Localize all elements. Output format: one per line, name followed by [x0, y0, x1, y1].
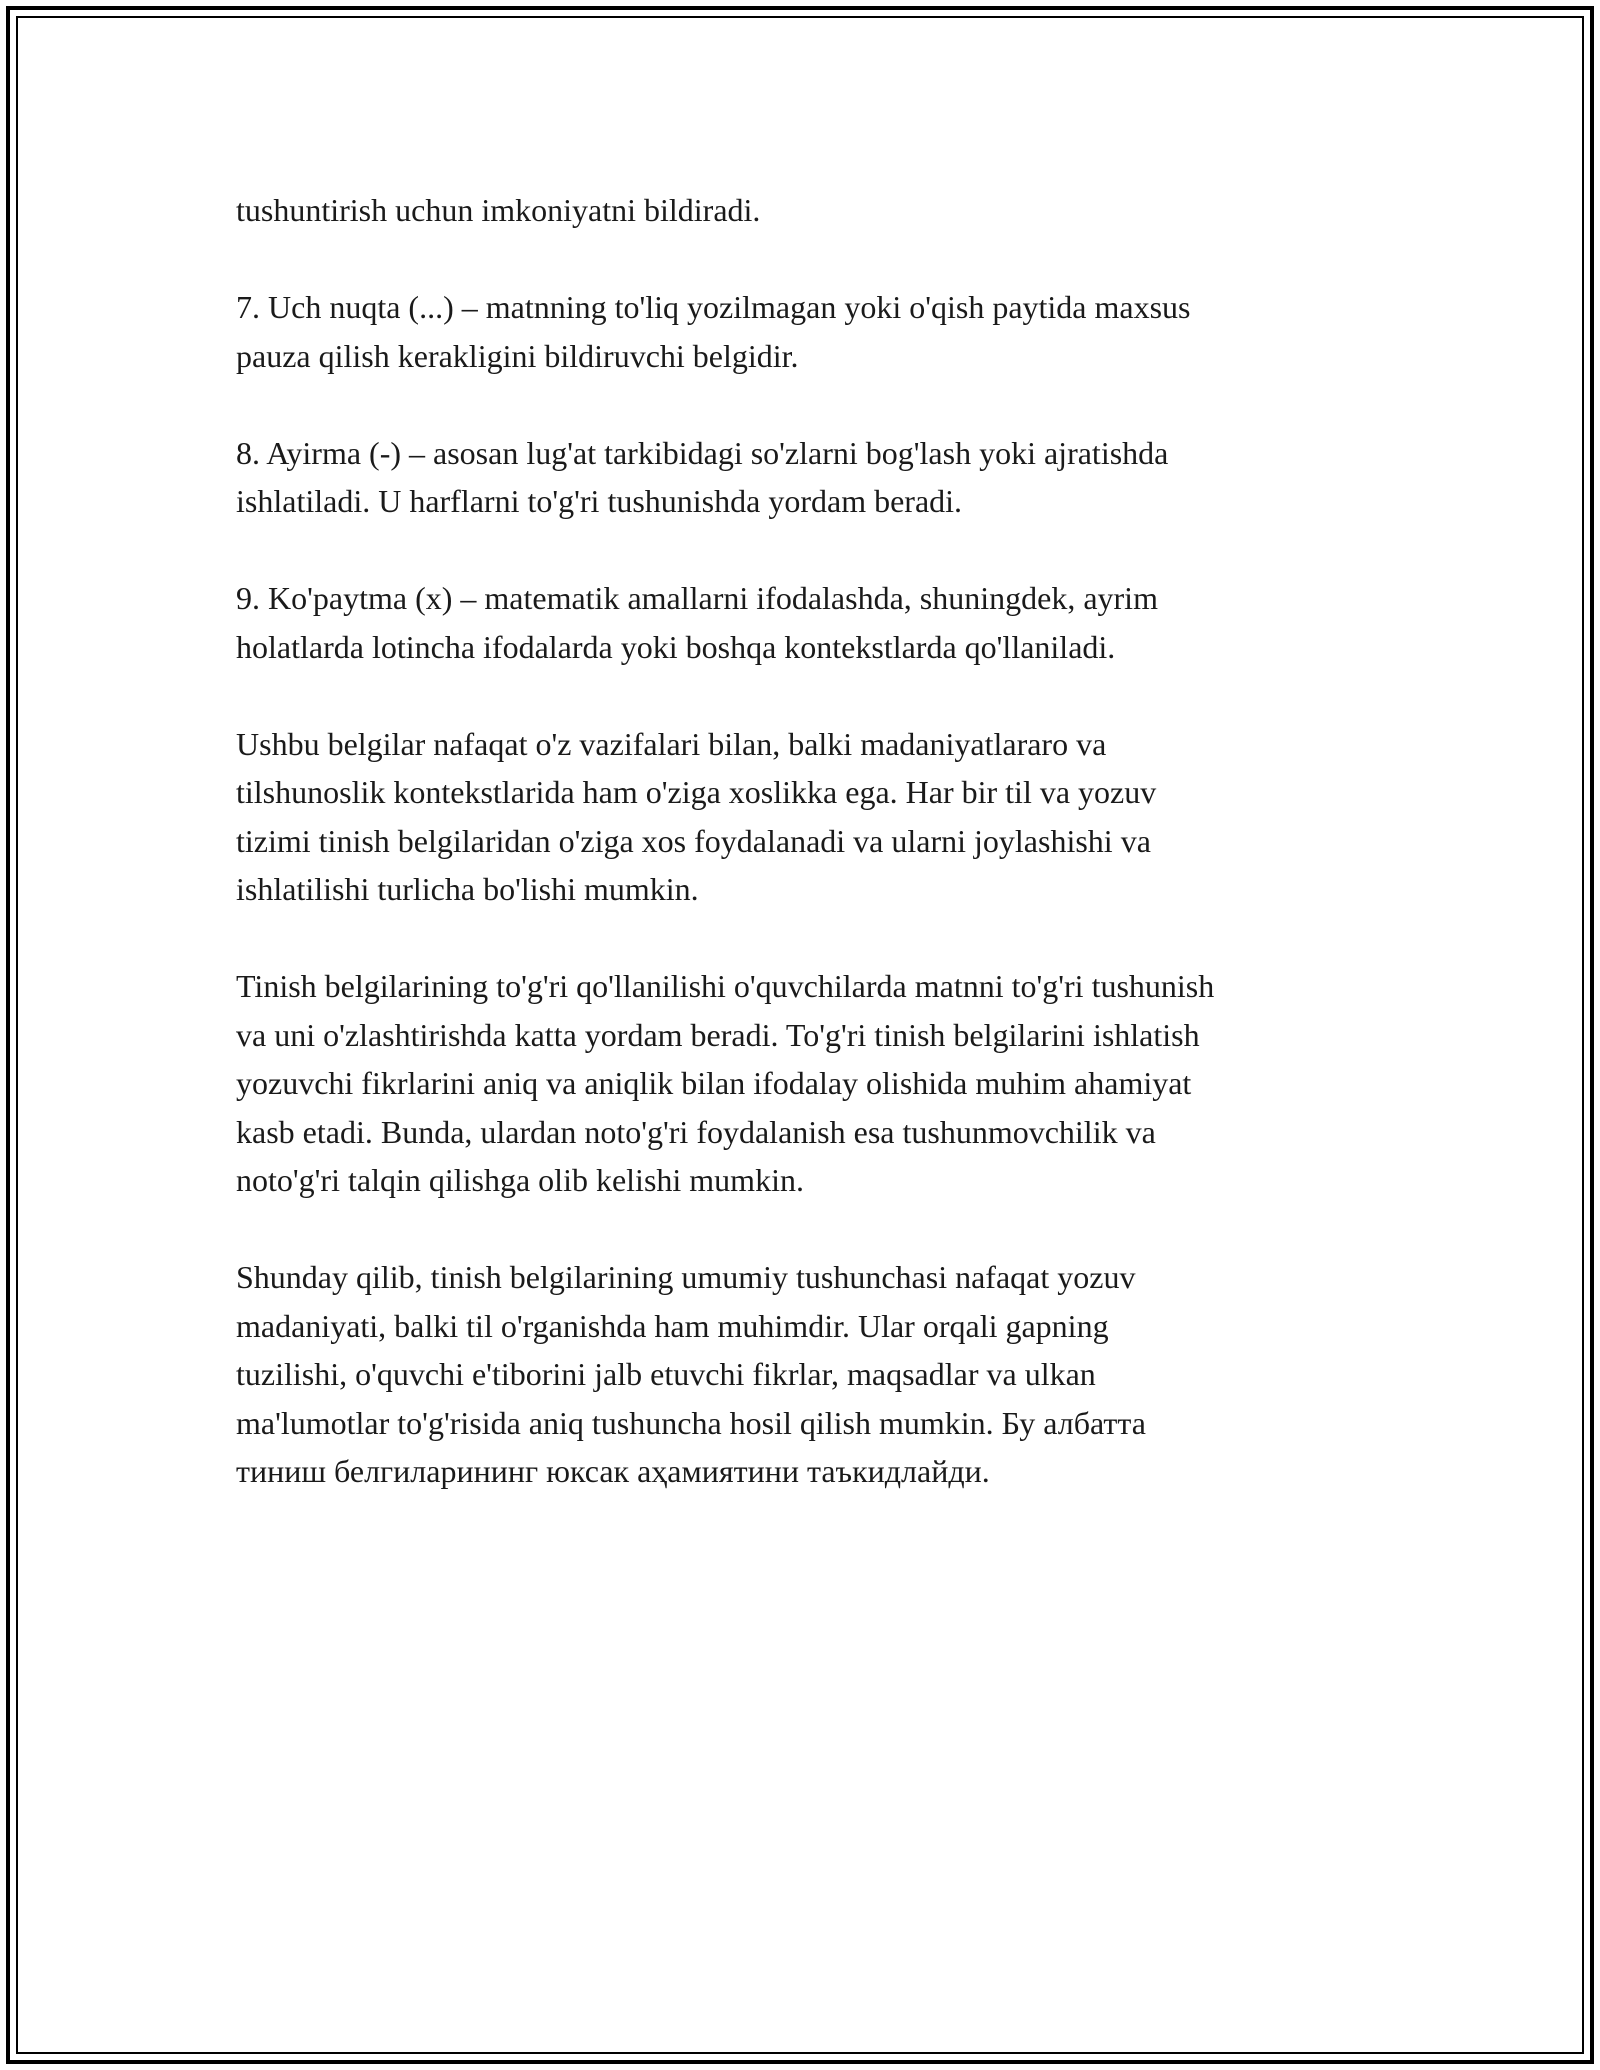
- paragraph-conclusion: Shunday qilib, tinish belgilarining umumiy tushunchasi nafaqat yozuv madaniyati, balki til o'rganishda ham muhimdir. Ular orqali gapning tuzilishi, o'quvchi e'tiborini jalb etuvchi fikrlar, maqsadlar va ulkan ma'lumotlar to'g'risida aniq tushuncha hosil qilish mumkin. Бу албатта тиниш белгиларининг юксак аҳамиятини таъкидлайди.: [236, 1259, 1146, 1489]
- document-body: [236, 186, 1396, 1544]
- list-item-7-ellipsis: 7. Uch nuqta (...) – matnning to'liq yozilmagan yoki o'qish paytida maxsus pauza qilish kerakligini bildiruvchi belgidir.: [236, 289, 1191, 374]
- list-item-9-multiplication: 9. Ko'paytma (x) – matematik amallarni ifodalashda, shuningdek, ayrim holatlarda lotincha ifodalarda yoki boshqa kontekstlarda qo'llaniladi.: [236, 580, 1158, 665]
- list-item-8-hyphen: 8. Ayirma (-) – asosan lug'at tarkibidagi so'zlarni bog'lash yoki ajratishda ishlatiladi. U harflarni to'g'ri tushunishda yordam beradi.: [236, 434, 1169, 519]
- paragraph-cultural-context: Ushbu belgilar nafaqat o'z vazifalari bilan, balki madaniyatlararo va tilshunoslik kontekstlarida ham o'ziga xoslikka ega. Har bir til va yozuv tizimi tinish belgilaridan o'ziga xos foydalanadi va ularni joylashishi va ishlatilishi turlicha bo'lishi mumkin.: [236, 725, 1157, 907]
- paragraph-continuation: tushuntirish uchun imkoniyatni bildiradi.: [236, 192, 761, 228]
- paragraph-correct-usage: Tinish belgilarining to'g'ri qo'llanilishi o'quvchilarda matnni to'g'ri tushunish va uni o'zlashtirishda katta yordam beradi. To'g'ri tinish belgilarini ishlatish yozuvchi fikrlarini aniq va aniqlik bilan ifodalay olishida muhim ahamiyat kasb etadi. Bunda, ulardan noto'g'ri foydalanish esa tushunmovchilik va noto'g'ri talqin qilishga olib kelishi mumkin.: [236, 968, 1215, 1198]
